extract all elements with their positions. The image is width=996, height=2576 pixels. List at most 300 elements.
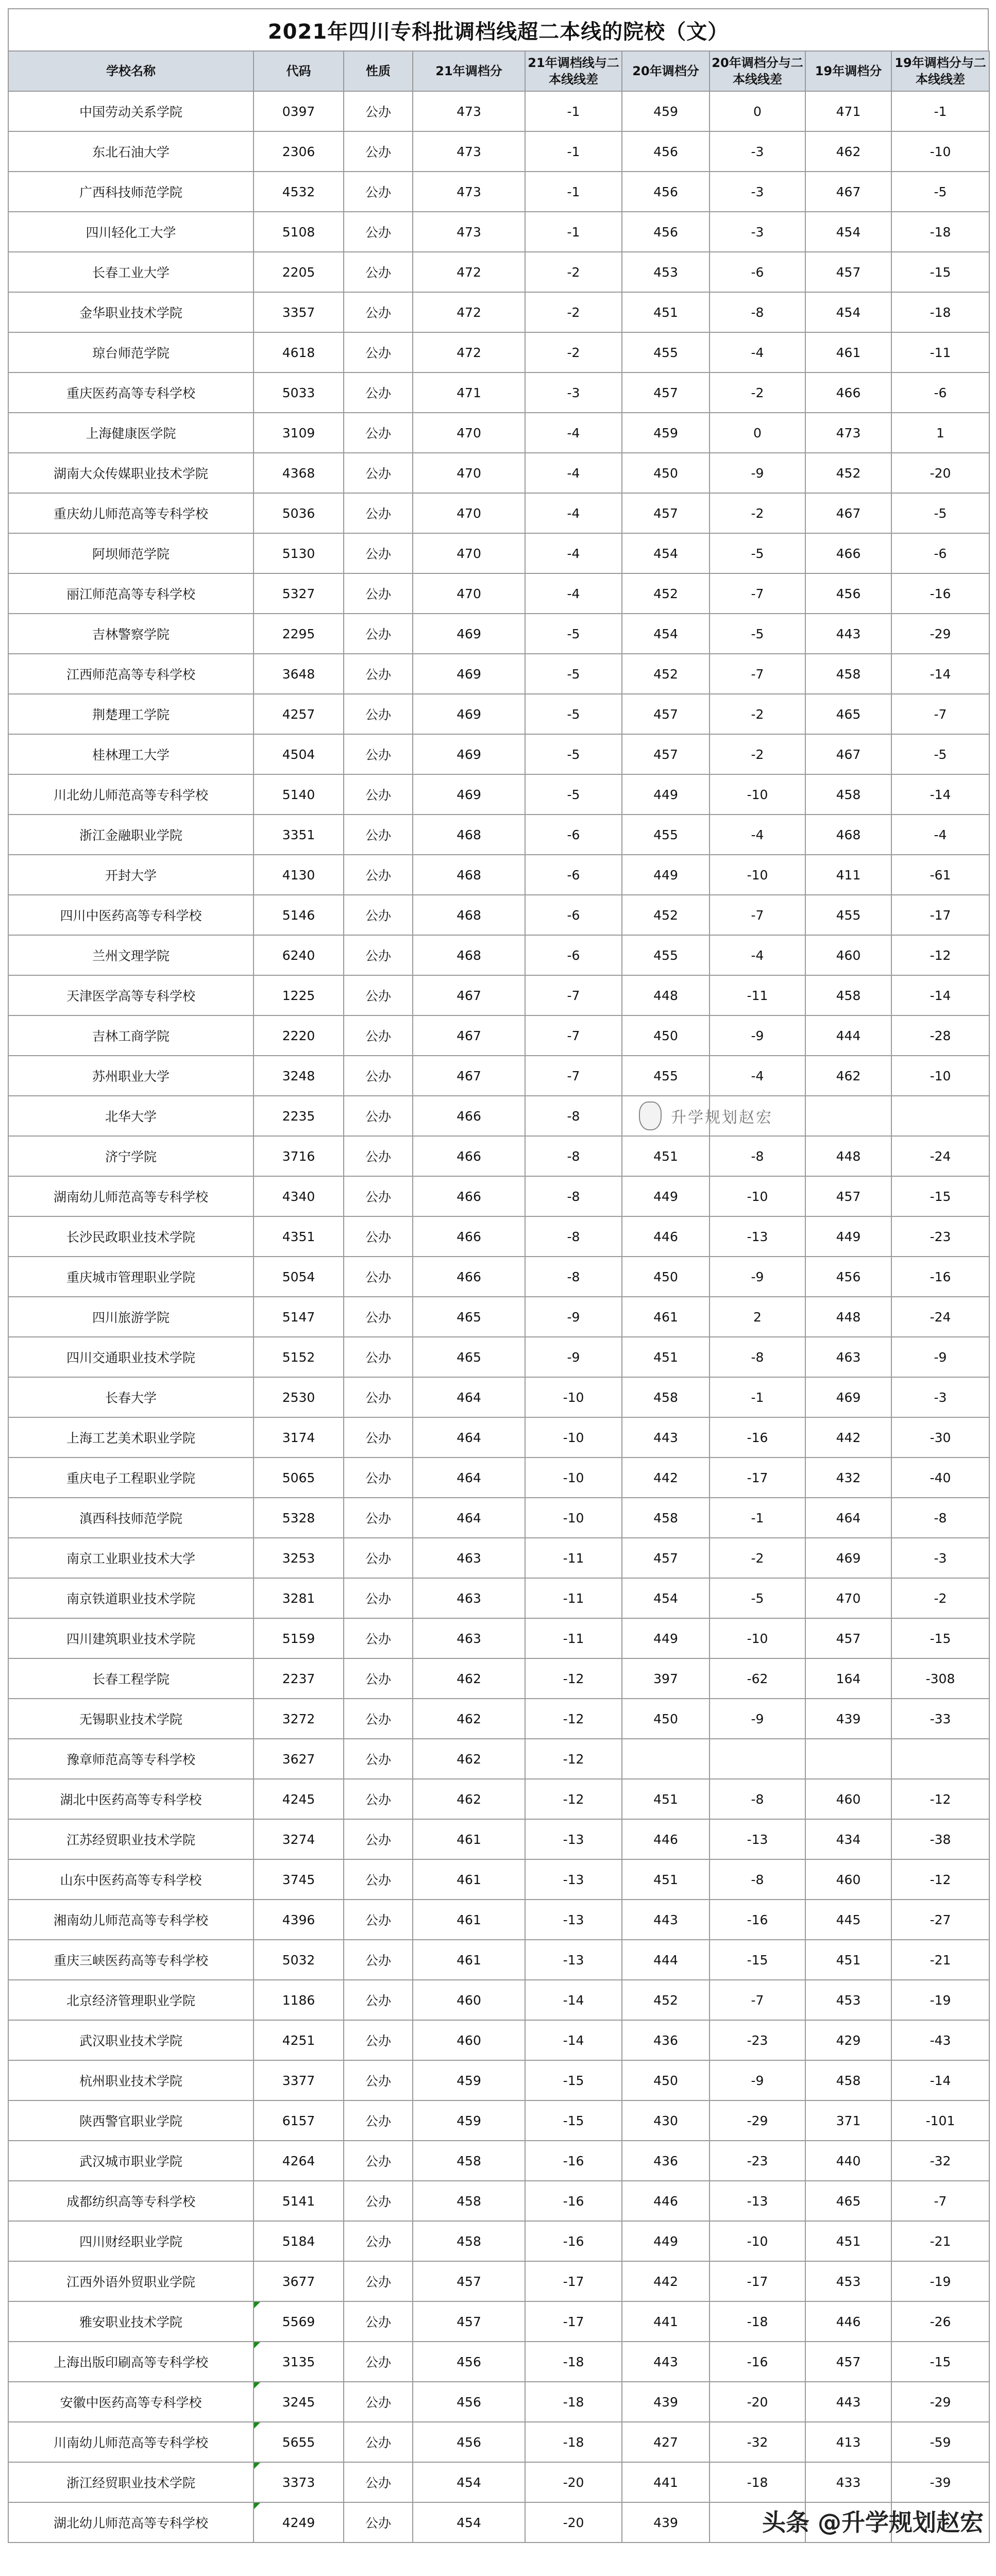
cell-score-2021: 463: [413, 1618, 525, 1658]
cell-diff-2019: -33: [891, 1699, 989, 1739]
cell-score-2021: 458: [413, 2181, 525, 2221]
cell-ownership: 公办: [344, 975, 413, 1015]
cell-diff-2019: -21: [891, 1940, 989, 1980]
cell-diff-2020: -17: [710, 1458, 805, 1498]
cell-diff-2021: -15: [525, 2060, 622, 2100]
cell-code: 5184: [254, 2221, 344, 2261]
cell-code: 2237: [254, 1658, 344, 1699]
cell-diff-2019: -6: [891, 372, 989, 413]
cell-diff-2021: -14: [525, 2020, 622, 2060]
cell-score-2019: 458: [805, 774, 891, 815]
cell-score-2019: 453: [805, 1980, 891, 2020]
cell-diff-2021: -15: [525, 2100, 622, 2141]
cell-ownership: 公办: [344, 252, 413, 292]
cell-ownership: 公办: [344, 2261, 413, 2301]
cell-ownership: 公办: [344, 573, 413, 614]
cell-code: 5065: [254, 1458, 344, 1498]
cell-score-2019: 468: [805, 815, 891, 855]
cell-score-2019: 429: [805, 2020, 891, 2060]
cell-school-name: 湖北幼儿师范高等专科学校: [8, 2502, 254, 2543]
cell-ownership: 公办: [344, 654, 413, 694]
cell-school-name: 长春大学: [8, 1377, 254, 1417]
cell-diff-2021: -10: [525, 1498, 622, 1538]
cell-score-2021: 473: [413, 91, 525, 131]
cell-ownership: 公办: [344, 2342, 413, 2382]
cell-diff-2019: -15: [891, 252, 989, 292]
cell-ownership: 公办: [344, 855, 413, 895]
table-row: [8, 975, 989, 1015]
cell-diff-2021: -10: [525, 1417, 622, 1458]
cell-school-name: 浙江经贸职业技术学院: [8, 2462, 254, 2502]
column-header-score-2021: 21年调档分: [413, 51, 525, 91]
cell-score-2020: 458: [622, 1498, 710, 1538]
cell-diff-2021: -4: [525, 533, 622, 573]
cell-diff-2019: -12: [891, 1859, 989, 1900]
cell-ownership: 公办: [344, 292, 413, 332]
cell-school-name: 长春工程学院: [8, 1658, 254, 1699]
cell-school-name: 上海出版印刷高等专科学校: [8, 2342, 254, 2382]
cell-code: 1225: [254, 975, 344, 1015]
cell-score-2021: 468: [413, 855, 525, 895]
cell-score-2019: 454: [805, 292, 891, 332]
cell-school-name: 南京铁道职业技术学院: [8, 1578, 254, 1618]
cell-school-name: 琼台师范学院: [8, 332, 254, 372]
cell-code: 4245: [254, 1779, 344, 1819]
cell-diff-2019: -19: [891, 1980, 989, 2020]
cell-score-2021: 470: [413, 493, 525, 533]
cell-diff-2019: -9: [891, 1337, 989, 1377]
cell-score-2021: 470: [413, 533, 525, 573]
cell-diff-2020: -15: [710, 1940, 805, 1980]
cell-diff-2021: -17: [525, 2301, 622, 2342]
cell-score-2021: 458: [413, 2141, 525, 2181]
cell-school-name: 北华大学: [8, 1096, 254, 1136]
cell-score-2021: 466: [413, 1257, 525, 1297]
cell-diff-2020: -8: [710, 1859, 805, 1900]
cell-diff-2021: -6: [525, 895, 622, 935]
cell-score-2021: 473: [413, 172, 525, 212]
cell-score-2021: 472: [413, 292, 525, 332]
cell-diff-2021: -13: [525, 1859, 622, 1900]
cell-school-name: 无锡职业技术学院: [8, 1699, 254, 1739]
cell-school-name: 武汉职业技术学院: [8, 2020, 254, 2060]
cell-diff-2021: -18: [525, 2342, 622, 2382]
cell-diff-2021: -11: [525, 1578, 622, 1618]
cell-diff-2021: -8: [525, 1257, 622, 1297]
cell-score-2019: 451: [805, 1940, 891, 1980]
cell-ownership: 公办: [344, 533, 413, 573]
cell-diff-2021: -6: [525, 855, 622, 895]
cell-ownership: 公办: [344, 815, 413, 855]
table-row: [8, 2060, 989, 2100]
cell-diff-2019: -1: [891, 91, 989, 131]
cell-school-name: 四川轻化工大学: [8, 212, 254, 252]
cell-ownership: 公办: [344, 172, 413, 212]
cell-diff-2020: -2: [710, 372, 805, 413]
cell-code: 3174: [254, 1417, 344, 1458]
cell-diff-2020: -32: [710, 2422, 805, 2462]
cell-diff-2021: -4: [525, 573, 622, 614]
cell-diff-2019: -16: [891, 573, 989, 614]
table-row: [8, 1658, 989, 1699]
table-row: [8, 1015, 989, 1056]
table-row: [8, 734, 989, 774]
cell-score-2019: 442: [805, 1417, 891, 1458]
cell-diff-2020: [710, 1739, 805, 1779]
cell-score-2020: 451: [622, 292, 710, 332]
cell-school-name: 湘南幼儿师范高等专科学校: [8, 1900, 254, 1940]
cell-diff-2019: -15: [891, 1618, 989, 1658]
cell-diff-2020: -18: [710, 2462, 805, 2502]
cell-score-2021: 467: [413, 975, 525, 1015]
cell-ownership: 公办: [344, 1015, 413, 1056]
cell-diff-2021: -5: [525, 654, 622, 694]
cell-diff-2020: -1: [710, 1498, 805, 1538]
cell-diff-2021: -5: [525, 734, 622, 774]
cell-diff-2020: -5: [710, 614, 805, 654]
cell-score-2020: 455: [622, 935, 710, 975]
cell-diff-2019: -59: [891, 2422, 989, 2462]
cell-diff-2020: -20: [710, 2382, 805, 2422]
cell-diff-2021: -6: [525, 815, 622, 855]
cell-score-2020: 442: [622, 2261, 710, 2301]
column-header-code: 代码: [254, 51, 344, 91]
table-row: [8, 2301, 989, 2342]
table-row: [8, 774, 989, 815]
cell-score-2019: 457: [805, 2342, 891, 2382]
table-row: [8, 1538, 989, 1578]
cell-score-2019: 453: [805, 2261, 891, 2301]
cell-diff-2021: -4: [525, 413, 622, 453]
table-row: [8, 1096, 989, 1136]
cell-score-2019: 439: [805, 1699, 891, 1739]
cell-score-2021: 470: [413, 573, 525, 614]
cell-diff-2021: -8: [525, 1096, 622, 1136]
cell-diff-2021: -16: [525, 2221, 622, 2261]
cell-school-name: 重庆城市管理职业学院: [8, 1257, 254, 1297]
cell-diff-2020: -2: [710, 694, 805, 734]
cell-code: 5032: [254, 1940, 344, 1980]
cell-diff-2020: -5: [710, 1578, 805, 1618]
watermark-caption: 升学规划赵宏: [671, 1109, 773, 1127]
cell-diff-2020: -17: [710, 2261, 805, 2301]
cell-code: 4264: [254, 2141, 344, 2181]
cell-diff-2019: -16: [891, 1257, 989, 1297]
cell-score-2020: 449: [622, 855, 710, 895]
cell-ownership: 公办: [344, 1618, 413, 1658]
cell-score-2021: 473: [413, 212, 525, 252]
cell-school-name: 江西外语外贸职业学院: [8, 2261, 254, 2301]
cell-diff-2020: -16: [710, 1900, 805, 1940]
cell-score-2020: 450: [622, 1015, 710, 1056]
cell-score-2019: 457: [805, 252, 891, 292]
cell-school-name: 湖北中医药高等专科学校: [8, 1779, 254, 1819]
cell-diff-2019: -18: [891, 212, 989, 252]
cell-score-2019: 454: [805, 212, 891, 252]
cell-diff-2019: -61: [891, 855, 989, 895]
cell-diff-2021: -1: [525, 91, 622, 131]
table-row: [8, 2342, 989, 2382]
cell-ownership: 公办: [344, 1417, 413, 1458]
table-row: [8, 1297, 989, 1337]
cell-code: 4130: [254, 855, 344, 895]
column-header-score-2019: 19年调档分: [805, 51, 891, 91]
cell-score-2019: 444: [805, 1015, 891, 1056]
cell-diff-2021: -5: [525, 774, 622, 815]
cell-diff-2021: -9: [525, 1337, 622, 1377]
cell-school-name: 济宁学院: [8, 1136, 254, 1176]
cell-ownership: 公办: [344, 332, 413, 372]
cell-score-2020: [622, 1739, 710, 1779]
cell-score-2021: 462: [413, 1779, 525, 1819]
cell-diff-2019: -101: [891, 2100, 989, 2141]
cell-code: 5328: [254, 1498, 344, 1538]
table-row: [8, 252, 989, 292]
cell-score-2021: 460: [413, 1980, 525, 2020]
cell-diff-2021: -20: [525, 2462, 622, 2502]
column-header-diff-2020: 20年调档分与二本线线差: [710, 51, 805, 91]
cell-diff-2019: -15: [891, 1176, 989, 1216]
watermark-portrait: [639, 1099, 773, 1132]
cell-ownership: 公办: [344, 1779, 413, 1819]
cell-code: 2530: [254, 1377, 344, 1417]
cell-school-name: 四川交通职业技术学院: [8, 1337, 254, 1377]
cell-ownership: 公办: [344, 1297, 413, 1337]
cell-score-2020: 457: [622, 372, 710, 413]
cell-diff-2021: -12: [525, 1658, 622, 1699]
cell-score-2020: 461: [622, 1297, 710, 1337]
cell-diff-2019: -10: [891, 131, 989, 172]
cell-ownership: 公办: [344, 1377, 413, 1417]
cell-score-2021: 462: [413, 1739, 525, 1779]
cell-diff-2019: -5: [891, 734, 989, 774]
cell-school-name: 湖南幼儿师范高等专科学校: [8, 1176, 254, 1216]
cell-code: 2306: [254, 131, 344, 172]
cell-diff-2019: -14: [891, 774, 989, 815]
cell-code: 6157: [254, 2100, 344, 2141]
table-row: [8, 1980, 989, 2020]
table-row: [8, 2221, 989, 2261]
cell-ownership: 公办: [344, 1257, 413, 1297]
cell-score-2019: 452: [805, 453, 891, 493]
table-row: [8, 1216, 989, 1257]
cell-diff-2020: -2: [710, 493, 805, 533]
cell-diff-2021: -6: [525, 935, 622, 975]
cell-ownership: 公办: [344, 1940, 413, 1980]
cell-score-2019: 461: [805, 332, 891, 372]
cell-code: 3281: [254, 1578, 344, 1618]
cell-score-2020: 450: [622, 1699, 710, 1739]
table-row: [8, 292, 989, 332]
cell-code: 5141: [254, 2181, 344, 2221]
cell-code: 5569: [254, 2301, 344, 2342]
cell-school-name: 天津医学高等专科学校: [8, 975, 254, 1015]
cell-code: 4532: [254, 172, 344, 212]
cell-score-2019: 456: [805, 573, 891, 614]
cell-diff-2019: -40: [891, 1458, 989, 1498]
cell-code: 5036: [254, 493, 344, 533]
cell-ownership: 公办: [344, 895, 413, 935]
cell-score-2020: 442: [622, 1458, 710, 1498]
cell-score-2020: 446: [622, 1216, 710, 1257]
cell-diff-2020: -29: [710, 2100, 805, 2141]
cell-diff-2021: -11: [525, 1538, 622, 1578]
cell-code: 3351: [254, 815, 344, 855]
cell-code: 5140: [254, 774, 344, 815]
cell-school-name: 南京工业职业技术大学: [8, 1538, 254, 1578]
cell-school-name: 川南幼儿师范高等专科学校: [8, 2422, 254, 2462]
cell-school-name: 重庆电子工程职业学院: [8, 1458, 254, 1498]
table-row: [8, 533, 989, 573]
cell-score-2020: 446: [622, 1819, 710, 1859]
cell-score-2020: 454: [622, 1578, 710, 1618]
cell-diff-2020: -3: [710, 212, 805, 252]
cell-score-2021: 460: [413, 2020, 525, 2060]
cell-school-name: 中国劳动关系学院: [8, 91, 254, 131]
cell-code: 4257: [254, 694, 344, 734]
cell-diff-2021: -5: [525, 694, 622, 734]
cell-diff-2021: -7: [525, 1015, 622, 1056]
cell-school-name: 上海健康医学院: [8, 413, 254, 453]
cell-score-2020: 397: [622, 1658, 710, 1699]
cell-score-2021: 469: [413, 614, 525, 654]
cell-diff-2021: -4: [525, 453, 622, 493]
cell-diff-2020: -5: [710, 533, 805, 573]
cell-diff-2020: -16: [710, 1417, 805, 1458]
cell-score-2019: 434: [805, 1819, 891, 1859]
cell-diff-2021: -13: [525, 1900, 622, 1940]
cell-score-2021: 463: [413, 1538, 525, 1578]
cell-code: 2220: [254, 1015, 344, 1056]
cell-ownership: 公办: [344, 2462, 413, 2502]
cell-score-2020: 457: [622, 734, 710, 774]
table-body: [8, 91, 989, 2543]
cell-diff-2020: -8: [710, 1136, 805, 1176]
cell-score-2021: 462: [413, 1699, 525, 1739]
cell-ownership: 公办: [344, 935, 413, 975]
cell-score-2020: 446: [622, 2181, 710, 2221]
cell-code: 5108: [254, 212, 344, 252]
cell-diff-2021: -12: [525, 1699, 622, 1739]
cell-ownership: 公办: [344, 1337, 413, 1377]
cell-score-2021: 456: [413, 2422, 525, 2462]
table-row: [8, 654, 989, 694]
cell-score-2021: 463: [413, 1578, 525, 1618]
cell-ownership: 公办: [344, 1056, 413, 1096]
cell-score-2019: [805, 1739, 891, 1779]
table-row: [8, 493, 989, 533]
cell-diff-2021: -8: [525, 1216, 622, 1257]
cell-ownership: 公办: [344, 2502, 413, 2543]
cell-score-2020: 456: [622, 212, 710, 252]
cell-ownership: 公办: [344, 1900, 413, 1940]
cell-code: 6240: [254, 935, 344, 975]
table-row: [8, 1739, 989, 1779]
cell-school-name: 桂林理工大学: [8, 734, 254, 774]
cell-code: 4368: [254, 453, 344, 493]
cell-code: 5033: [254, 372, 344, 413]
cell-score-2021: 473: [413, 131, 525, 172]
cell-code: 3377: [254, 2060, 344, 2100]
cell-diff-2020: -10: [710, 1618, 805, 1658]
cell-score-2021: 465: [413, 1297, 525, 1337]
cell-diff-2021: -1: [525, 172, 622, 212]
cell-score-2021: 468: [413, 815, 525, 855]
cell-ownership: 公办: [344, 734, 413, 774]
cell-diff-2020: -9: [710, 453, 805, 493]
table-row: [8, 453, 989, 493]
cell-score-2019: 433: [805, 2462, 891, 2502]
table-row: [8, 2422, 989, 2462]
cell-score-2019: 455: [805, 895, 891, 935]
table-row: [8, 1819, 989, 1859]
cell-diff-2021: -2: [525, 252, 622, 292]
cell-diff-2019: -11: [891, 332, 989, 372]
cell-diff-2021: -13: [525, 1819, 622, 1859]
cell-score-2019: 440: [805, 2141, 891, 2181]
table-header-row: [8, 51, 989, 91]
cell-code: 3274: [254, 1819, 344, 1859]
cell-score-2021: 459: [413, 2100, 525, 2141]
cell-ownership: 公办: [344, 453, 413, 493]
cell-ownership: 公办: [344, 614, 413, 654]
table-row: [8, 372, 989, 413]
cell-diff-2021: -17: [525, 2261, 622, 2301]
cell-score-2021: 468: [413, 935, 525, 975]
cell-score-2020: 457: [622, 694, 710, 734]
cell-school-name: 苏州职业大学: [8, 1056, 254, 1096]
table-row: [8, 332, 989, 372]
cell-diff-2019: -12: [891, 935, 989, 975]
cell-diff-2019: -19: [891, 2261, 989, 2301]
cell-ownership: 公办: [344, 694, 413, 734]
cell-code: 1186: [254, 1980, 344, 2020]
cell-score-2020: 452: [622, 573, 710, 614]
cell-code: 5147: [254, 1297, 344, 1337]
cell-score-2020: 439: [622, 2382, 710, 2422]
cell-diff-2021: -9: [525, 1297, 622, 1337]
cell-diff-2020: -8: [710, 292, 805, 332]
cell-score-2020: 455: [622, 815, 710, 855]
cell-score-2021: 461: [413, 1900, 525, 1940]
cell-code: 3648: [254, 654, 344, 694]
cell-diff-2020: -7: [710, 1980, 805, 2020]
cell-school-name: 兰州文理学院: [8, 935, 254, 975]
cell-diff-2019: -7: [891, 2181, 989, 2221]
cell-code: 5655: [254, 2422, 344, 2462]
cell-ownership: 公办: [344, 1739, 413, 1779]
cell-diff-2021: -12: [525, 1779, 622, 1819]
cell-code: 4396: [254, 1900, 344, 1940]
cell-diff-2020: -10: [710, 855, 805, 895]
cell-ownership: 公办: [344, 1859, 413, 1900]
cell-score-2020: 457: [622, 493, 710, 533]
cell-diff-2019: -3: [891, 1538, 989, 1578]
cell-ownership: 公办: [344, 2060, 413, 2100]
table-row: [8, 172, 989, 212]
cell-school-name: 金华职业技术学院: [8, 292, 254, 332]
cell-code: 4340: [254, 1176, 344, 1216]
cell-score-2019: 467: [805, 493, 891, 533]
cell-score-2019: 448: [805, 1136, 891, 1176]
cell-code: 0397: [254, 91, 344, 131]
cell-score-2021: 470: [413, 453, 525, 493]
table-row: [8, 694, 989, 734]
cell-diff-2019: -43: [891, 2020, 989, 2060]
cell-diff-2021: -16: [525, 2141, 622, 2181]
table-row: [8, 895, 989, 935]
cell-school-name: 广西科技师范学院: [8, 172, 254, 212]
